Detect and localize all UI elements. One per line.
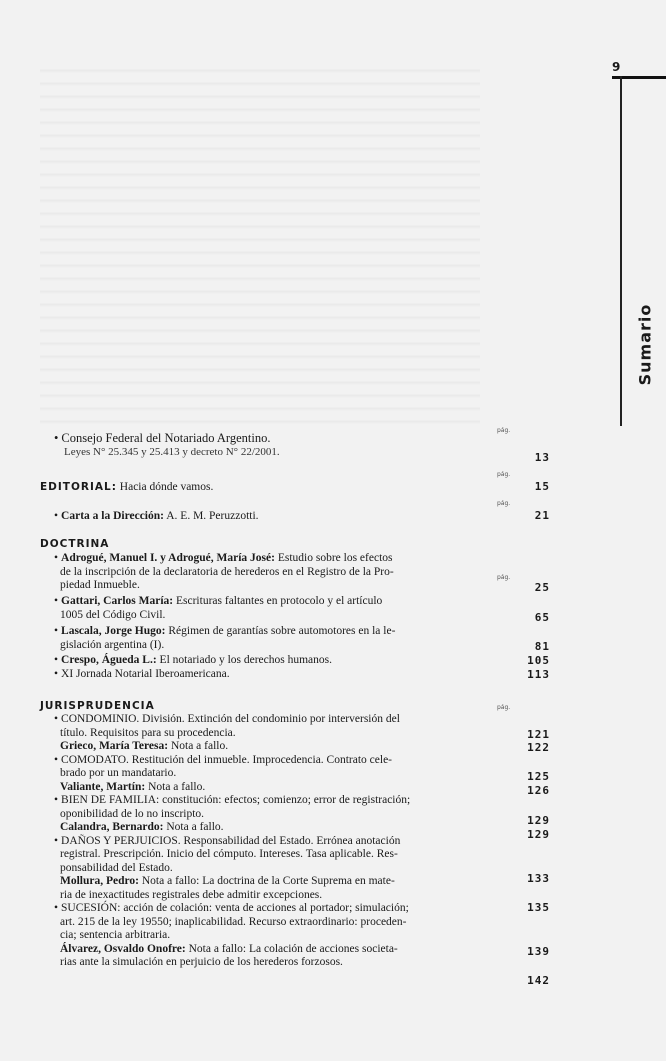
toc-entry-carta xyxy=(40,510,460,524)
page-ref: 21 xyxy=(534,509,550,522)
show-through-background xyxy=(40,60,480,430)
page-ref: 133 xyxy=(527,872,550,885)
editorial-text: Hacia dónde vamos. xyxy=(119,481,214,493)
jurisprudencia-list: • CONDOMINIO. División. Extinción del condominio por interversión del título. Requisitos para su procedencia. Grieco, María Teresa: Nota a fallo. • COMODATO. Restitución del inmueble. Improcedencia. Contrato cele- brado por un mandatario. Valiante, Martín: Nota a fallo. • BIEN DE FAMILIA: constitución: efectos; comienzo; error de registración; oponibilidad de lo no inscripto. Calandra, Bernardo: Nota a fallo. • DAÑOS Y PERJUICIOS. Responsabilidad del Estado. Errónea anotación registral. Prescripción. Inicio del cómputo. Intereses. Tasa aplicable. Res- ponsabilidad del Estado. Mollura, Pedro: Nota a fallo: La doctrina de la Corte Suprema en mate- ria de inexactitudes registrales debe admitir excepciones. • SUCESIÓN: acción de colación: venta de acciones al portador; simulación; art. 215 de la ley 19550; inaplicabilidad. Recurso extraordinario: proceden- cia; sentencia arbitraria. Álvarez, Osvaldo Onofre: Nota a fallo: La colación de acciones societa- rias ante la simulación en perjuicio de los herederos forzosos. xyxy=(40,713,460,970)
entry-text: A. E. M. Peruzzotti. xyxy=(166,510,259,522)
page-ref: 121 xyxy=(527,728,550,741)
toc-entry-editorial xyxy=(40,481,460,495)
jurisprudencia-heading: JURISPRUDENCIA xyxy=(40,700,155,712)
page-number: 9 xyxy=(612,60,621,74)
page-ref: 126 xyxy=(527,784,550,797)
pag-label: pág. xyxy=(497,427,511,434)
page-ref: 105 xyxy=(527,654,550,667)
page-ref: 81 xyxy=(534,640,550,653)
page-ref: 139 xyxy=(527,945,550,958)
doctrina-entry-adrogue: • Adrogué, Manuel I. y Adrogué, María José: Estudio sobre los efectos de la inscripción de la declaratoria de herederos en el Registro de la Pro- piedad Inmueble. xyxy=(40,552,460,593)
page-ref: 113 xyxy=(527,668,550,681)
page-ref: 135 xyxy=(527,901,550,914)
doctrina-entry-lascala: • Lascala, Jorge Hugo: Régimen de garantías sobre automotores en la le- gislación argentina (I). xyxy=(40,625,460,652)
entry-subtitle: Leyes N° 25.345 y 25.413 y decreto N° 22/2001. xyxy=(64,445,280,458)
section-side-title: Sumario xyxy=(635,303,655,386)
page-ref: 25 xyxy=(534,581,550,594)
page-ref: 65 xyxy=(534,611,550,624)
doctrina-entry-gattari: • Gattari, Carlos María: Escrituras faltantes en protocolo y el artículo 1005 del Código Civil. xyxy=(40,595,460,622)
page-ref: 129 xyxy=(527,828,550,841)
page-ref: 122 xyxy=(527,741,550,754)
editorial-heading: EDITORIAL: xyxy=(40,481,117,493)
entry-title: Carta a la Dirección: xyxy=(61,510,164,522)
page-ref: 129 xyxy=(527,814,550,827)
side-rule xyxy=(620,76,622,426)
page-ref: 15 xyxy=(534,480,550,493)
page-ref: 142 xyxy=(527,974,550,987)
pag-label: pág. xyxy=(497,471,511,478)
toc-entry-consejo xyxy=(40,432,460,459)
entry-title: Consejo Federal del Notariado Argentino. xyxy=(61,431,271,445)
doctrina-entry-crespo: • Crespo, Águeda L.: El notariado y los derechos humanos. xyxy=(40,654,460,668)
doctrina-entry-jornada: • XI Jornada Notarial Iberoamericana. xyxy=(40,668,460,682)
doctrina-heading: DOCTRINA xyxy=(40,538,110,550)
pag-label: pág. xyxy=(497,500,511,507)
page-ref: 125 xyxy=(527,770,550,783)
page-ref: 13 xyxy=(534,451,550,464)
pag-label: pág. xyxy=(497,574,511,581)
pag-label: pág. xyxy=(497,704,511,711)
